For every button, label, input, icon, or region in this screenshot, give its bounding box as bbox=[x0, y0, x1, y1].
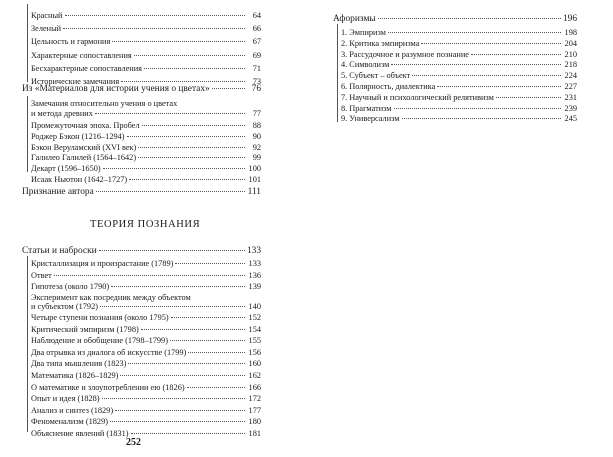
toc-entry bbox=[341, 104, 577, 114]
entry-title: и субъектом (1792) bbox=[31, 302, 98, 311]
entry-page: 67 bbox=[252, 37, 261, 47]
acknowledgement-heading bbox=[22, 187, 261, 197]
aphorisms-heading bbox=[333, 14, 577, 24]
toc-entry bbox=[341, 50, 577, 60]
entry-title: 1. Эмпиризм bbox=[341, 28, 386, 37]
entry-page: 160 bbox=[248, 359, 261, 369]
toc-entry bbox=[31, 313, 261, 323]
entry-page: 77 bbox=[252, 109, 261, 118]
toc-entry bbox=[341, 93, 577, 103]
entry-page: 64 bbox=[252, 11, 261, 20]
articles-heading bbox=[22, 246, 261, 256]
dot-leader bbox=[115, 409, 245, 411]
dot-leader bbox=[102, 397, 245, 399]
toc-entry bbox=[31, 348, 261, 358]
entry-title: Два отрывка из диалога об искусстве (1799) bbox=[31, 347, 187, 357]
entry-title: Из «Материалов для истории учения о цветах» bbox=[22, 84, 210, 94]
dot-leader bbox=[100, 305, 245, 307]
entry-title: Статьи и наброски bbox=[22, 246, 97, 256]
dot-leader bbox=[212, 87, 245, 89]
entry-title: 8. Прагматизм bbox=[341, 103, 392, 113]
entry-title: Бесхарактерные сопоставления bbox=[31, 63, 142, 73]
entry-title: Два типа мышления (1823) bbox=[31, 359, 127, 369]
dot-leader bbox=[144, 67, 245, 69]
entry-title: Математика (1826–1829) bbox=[31, 371, 119, 380]
entry-title: 2. Критика эмпиризма bbox=[341, 38, 420, 48]
entry-page: 136 bbox=[248, 270, 261, 280]
entry-page: 99 bbox=[252, 153, 261, 163]
entry-title: Критический эмпиризм (1798) bbox=[31, 324, 139, 334]
entry-page: 69 bbox=[252, 50, 261, 60]
entry-title: Роджер Бэкон (1216–1294) bbox=[31, 131, 125, 141]
toc-entry bbox=[31, 51, 261, 61]
entry-line: Эксперимент как посредник между объектом bbox=[31, 293, 191, 302]
entry-page: 231 bbox=[564, 92, 577, 102]
entry-title: О математике и злоупотреблении ею (1826) bbox=[31, 382, 185, 392]
dot-leader bbox=[171, 316, 245, 318]
entry-page: 196 bbox=[562, 14, 577, 24]
dot-leader bbox=[103, 167, 245, 169]
entry-page: 218 bbox=[564, 60, 577, 70]
toc-entry bbox=[31, 109, 261, 119]
toc-entry bbox=[31, 24, 261, 34]
entry-title: Ответ bbox=[31, 270, 52, 280]
entry-page: 71 bbox=[252, 63, 261, 73]
dot-leader bbox=[110, 420, 245, 422]
entry-page: 162 bbox=[248, 371, 261, 380]
entry-title: Декарт (1596–1650) bbox=[31, 164, 101, 174]
dot-leader bbox=[96, 190, 245, 192]
dot-leader bbox=[138, 146, 245, 148]
dot-leader bbox=[129, 178, 245, 180]
entry-page: 227 bbox=[564, 82, 577, 91]
toc-entry bbox=[31, 394, 261, 404]
group-rule bbox=[27, 256, 28, 432]
entry-page: 76 bbox=[251, 84, 261, 94]
toc-entry bbox=[31, 429, 261, 439]
toc-entry bbox=[31, 383, 261, 393]
page-number: 252 bbox=[126, 437, 141, 448]
entry-title: Промежуточная эпоха. Пробел bbox=[31, 121, 140, 130]
entry-title: и метода древних bbox=[31, 109, 93, 118]
entry-title: Красный bbox=[31, 11, 63, 20]
entry-title: Характерные сопоставления bbox=[31, 50, 132, 60]
entry-page: 154 bbox=[248, 324, 261, 334]
toc-entry bbox=[31, 302, 261, 312]
toc-entry bbox=[31, 406, 261, 416]
entry-title: Анализ и синтез (1829) bbox=[31, 405, 114, 415]
entry-page: 88 bbox=[252, 121, 261, 130]
entry-page: 92 bbox=[252, 142, 261, 152]
dot-leader bbox=[99, 249, 245, 251]
entry-page: 111 bbox=[247, 187, 261, 197]
toc-entry bbox=[31, 121, 261, 131]
dot-leader bbox=[120, 374, 245, 376]
entry-title: Феноменализм (1829) bbox=[31, 417, 108, 427]
entry-page: 66 bbox=[252, 24, 261, 34]
dot-leader bbox=[134, 54, 245, 56]
entry-title: 6. Полярность, диалектика bbox=[341, 82, 436, 91]
dot-leader bbox=[437, 85, 561, 87]
entry-page: 198 bbox=[564, 28, 577, 37]
entry-title: Зеленый bbox=[31, 24, 62, 34]
dot-leader bbox=[95, 112, 245, 114]
entry-page: 239 bbox=[564, 103, 577, 113]
entry-page: 177 bbox=[248, 405, 261, 415]
entry-title: Наблюдение и обобщение (1798–1799) bbox=[31, 336, 168, 346]
toc-entry bbox=[341, 114, 577, 124]
group-rule bbox=[27, 4, 28, 82]
section-title: ТЕОРИЯ ПОЗНАНИЯ bbox=[90, 219, 201, 230]
toc-entry bbox=[341, 71, 577, 81]
toc-entry bbox=[31, 325, 261, 335]
toc-entry bbox=[31, 371, 261, 381]
entry-page: 180 bbox=[248, 417, 261, 427]
entry-page: 152 bbox=[248, 313, 261, 322]
dot-leader bbox=[131, 432, 245, 434]
dot-leader bbox=[65, 14, 245, 16]
toc-entry bbox=[341, 39, 577, 49]
dot-leader bbox=[170, 339, 245, 341]
toc-entry bbox=[31, 37, 261, 47]
toc-entry bbox=[31, 11, 261, 21]
dot-leader bbox=[138, 156, 245, 158]
toc-entry bbox=[31, 64, 261, 74]
dot-leader bbox=[421, 42, 561, 44]
dot-leader bbox=[388, 31, 561, 33]
dot-leader bbox=[175, 262, 245, 264]
toc-entry bbox=[31, 417, 261, 427]
entry-page: 224 bbox=[564, 71, 577, 81]
entry-page: 140 bbox=[248, 302, 261, 311]
entry-title: Гипотеза (около 1790) bbox=[31, 282, 110, 291]
entry-page: 156 bbox=[248, 347, 261, 357]
group-rule bbox=[27, 96, 28, 172]
dot-leader bbox=[402, 117, 561, 119]
dot-leader bbox=[394, 107, 561, 109]
dot-leader bbox=[412, 74, 561, 76]
toc-entry bbox=[341, 28, 577, 38]
toc-entry bbox=[31, 143, 261, 153]
materials-heading bbox=[22, 84, 261, 94]
entry-title: Признание автора bbox=[22, 187, 94, 197]
entry-page: 133 bbox=[248, 259, 261, 268]
entry-title: Четыре ступени познания (около 1795) bbox=[31, 313, 169, 322]
dot-leader bbox=[471, 53, 561, 55]
dot-leader bbox=[121, 80, 245, 82]
dot-leader bbox=[142, 124, 245, 126]
dot-leader bbox=[187, 386, 245, 388]
toc-entry bbox=[31, 164, 261, 174]
entry-title: Кристаллизация и произрастание (1789) bbox=[31, 259, 174, 268]
dot-leader bbox=[111, 285, 245, 287]
entry-page: 204 bbox=[564, 38, 577, 48]
entry-title: Объяснение явлений (1831) bbox=[31, 429, 129, 438]
entry-title: Исторические замечания bbox=[31, 77, 120, 86]
entry-page: 133 bbox=[246, 246, 261, 256]
entry-title: 4. Символизм bbox=[341, 60, 390, 70]
entry-page: 73 bbox=[252, 77, 261, 86]
toc-entry bbox=[31, 359, 261, 369]
toc-entry bbox=[31, 271, 261, 281]
toc-entry bbox=[31, 153, 261, 163]
entry-line: Замечания относительно учения о цветах bbox=[31, 99, 178, 108]
entry-page: 101 bbox=[248, 175, 261, 184]
entry-page: 181 bbox=[248, 429, 261, 438]
toc-entry bbox=[31, 336, 261, 346]
entry-page: 166 bbox=[248, 382, 261, 392]
entry-title: Исаак Ньютон (1642–1727) bbox=[31, 175, 128, 184]
toc-entry bbox=[31, 175, 261, 185]
entry-title: Афоризмы bbox=[333, 14, 376, 24]
dot-leader bbox=[54, 274, 245, 276]
toc-entry bbox=[341, 60, 577, 70]
entry-page: 100 bbox=[248, 164, 261, 174]
dot-leader bbox=[112, 40, 245, 42]
entry-title: 7. Научный и психологический релятивизм bbox=[341, 92, 494, 102]
entry-title: Опыт и идея (1828) bbox=[31, 394, 100, 404]
toc-entry bbox=[31, 132, 261, 142]
dot-leader bbox=[496, 96, 561, 98]
dot-leader bbox=[391, 63, 561, 65]
toc-entry bbox=[341, 82, 577, 92]
entry-page: 139 bbox=[248, 282, 261, 291]
dot-leader bbox=[378, 17, 561, 19]
toc-entry bbox=[31, 259, 261, 269]
entry-page: 172 bbox=[248, 394, 261, 404]
entry-page: 210 bbox=[564, 49, 577, 59]
dot-leader bbox=[128, 362, 245, 364]
group-rule bbox=[337, 24, 338, 122]
dot-leader bbox=[141, 328, 245, 330]
dot-leader bbox=[63, 27, 245, 29]
entry-title: Бэкон Веруламский (XVI век) bbox=[31, 142, 137, 152]
entry-title: 9. Универсализм bbox=[341, 114, 400, 124]
entry-page: 155 bbox=[248, 336, 261, 346]
entry-page: 245 bbox=[564, 114, 577, 124]
toc-entry bbox=[31, 282, 261, 292]
entry-title: Цельность и гармония bbox=[31, 37, 111, 47]
entry-title: Галилео Галилей (1564–1642) bbox=[31, 153, 137, 163]
dot-leader bbox=[127, 135, 245, 137]
dot-leader bbox=[188, 351, 245, 353]
entry-title: 5. Субъект – объект bbox=[341, 71, 411, 81]
entry-page: 90 bbox=[252, 131, 261, 141]
entry-title: 3. Рассудочное и разумное познание bbox=[341, 49, 469, 59]
